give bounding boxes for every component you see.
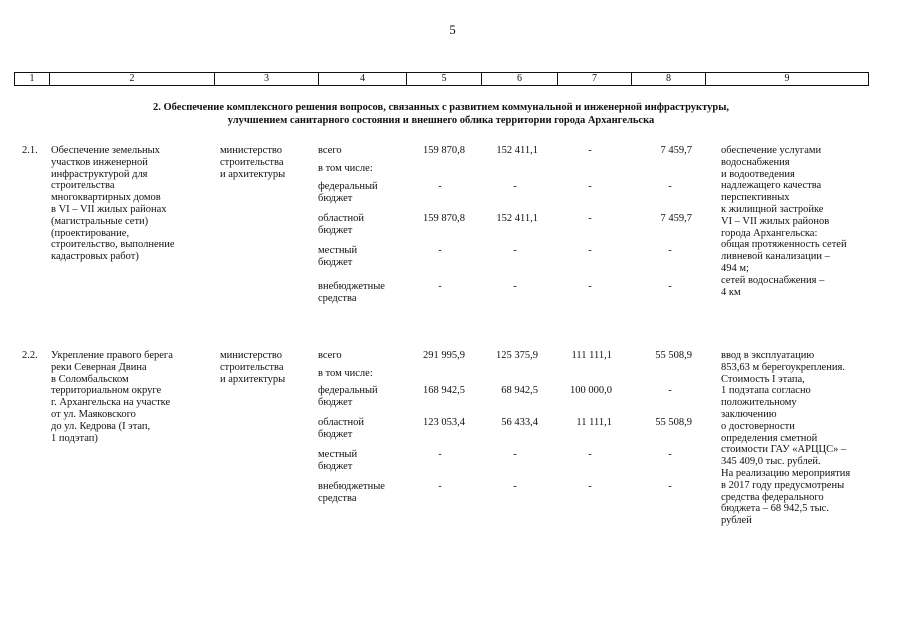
total-value: - [438,449,442,460]
year-value: 7 459,7 [660,213,692,224]
year-value: - [668,481,672,492]
column-number: 6 [482,73,558,86]
year-value: 152 411,1 [496,213,538,224]
year-value: - [588,145,592,156]
funding-source: местный бюджет [318,245,358,268]
year-value: - [668,449,672,460]
year-value: - [588,213,592,224]
activity-name: Укрепление правого берега реки Северная Двина в Соломбальском территориальном округе г. Архангельска на участке от ул. Маяковского до ул. Кедрова (I этап, 1 подэтап) [51,350,173,444]
funding-source: местный бюджет [318,449,358,472]
funding-source: в том числе: [318,368,373,379]
year-value: - [668,181,672,192]
total-value: 291 995,9 [423,350,465,361]
total-value: - [438,181,442,192]
funding-source: федеральный бюджет [318,385,378,408]
funding-source: всего [318,145,342,156]
year-value: 152 411,1 [496,145,538,156]
year-value: - [668,385,672,396]
total-value: 168 942,5 [423,385,465,396]
year-value: - [513,181,517,192]
column-number-header [14,72,869,86]
funding-source: внебюджетные средства [318,281,385,304]
column-number: 2 [50,73,215,86]
page-number: 5 [449,22,456,37]
column-number: 8 [632,73,706,86]
year-value: - [513,281,517,292]
total-value: 159 870,8 [423,145,465,156]
year-value: - [588,449,592,460]
row-number: 2.2. [22,350,38,361]
column-number: 4 [319,73,407,86]
year-value: 68 942,5 [501,385,538,396]
column-number: 1 [15,73,50,86]
year-value: 7 459,7 [660,145,692,156]
year-value: 55 508,9 [655,350,692,361]
year-value: - [588,281,592,292]
section-title-line: 2. Обеспечение комплексного решения вопросов, связанных с развитием коммунальной и инженерной инфраструктуры, [152,102,730,113]
funding-source: областной бюджет [318,417,364,440]
year-value: - [513,481,517,492]
year-value: 11 111,1 [576,417,612,428]
column-number: 9 [706,73,869,86]
activity-name: Обеспечение земельных участков инженерной инфраструктурой для строительства многоквартирных домов в VI – VII жилых районах (магистральные сети) (проектирование, строительство, выполнение кадастровых работ) [51,145,175,263]
year-value: 55 508,9 [655,417,692,428]
year-value: - [588,245,592,256]
funding-source: внебюджетные средства [318,481,385,504]
year-value: - [513,245,517,256]
total-value: - [438,245,442,256]
total-value: - [438,481,442,492]
total-value: 123 053,4 [423,417,465,428]
funding-source: всего [318,350,342,361]
column-number: 7 [558,73,632,86]
total-value: - [438,281,442,292]
year-value: - [588,481,592,492]
executor: министерство строительства и архитектуры [220,350,286,385]
funding-source: федеральный бюджет [318,181,378,204]
year-value: 100 000,0 [570,385,612,396]
year-value: - [513,449,517,460]
column-number: 3 [215,73,319,86]
row-number: 2.1. [22,145,38,156]
year-value: 111 111,1 [571,350,612,361]
column-number: 5 [407,73,482,86]
year-value: - [668,281,672,292]
expected-result: ввод в эксплуатацию 853,63 м берегоукрепления. Стоимость I этапа, 1 подэтапа согласно положительному заключению о достоверности определения сметной стоимости ГАУ «АРЦЦС» – 345 409,0 тыс. рублей. На реализацию мероприятия в 2017 году предусмотрены средства федерального бюджета – 68 942,5 тыс. рублей [721,350,851,527]
year-value: - [668,245,672,256]
funding-source: в том числе: [318,163,373,174]
total-value: 159 870,8 [423,213,465,224]
section-title-line: улучшением санитарного состояния и внешнего облика территории города Архангельска [227,115,655,126]
year-value: 125 375,9 [496,350,538,361]
year-value: - [588,181,592,192]
executor: министерство строительства и архитектуры [220,145,286,180]
funding-source: областной бюджет [318,213,364,236]
year-value: 56 433,4 [501,417,538,428]
expected-result: обеспечение услугами водоснабжения и водоотведения надлежащего качества перспективных к жилищной застройке VI – VII жилых районов города Архангельска: общая протяженность сетей ливневой канализации – 494 м; сетей водоснабжения – 4 км [721,145,847,298]
section-title [14,101,868,127]
